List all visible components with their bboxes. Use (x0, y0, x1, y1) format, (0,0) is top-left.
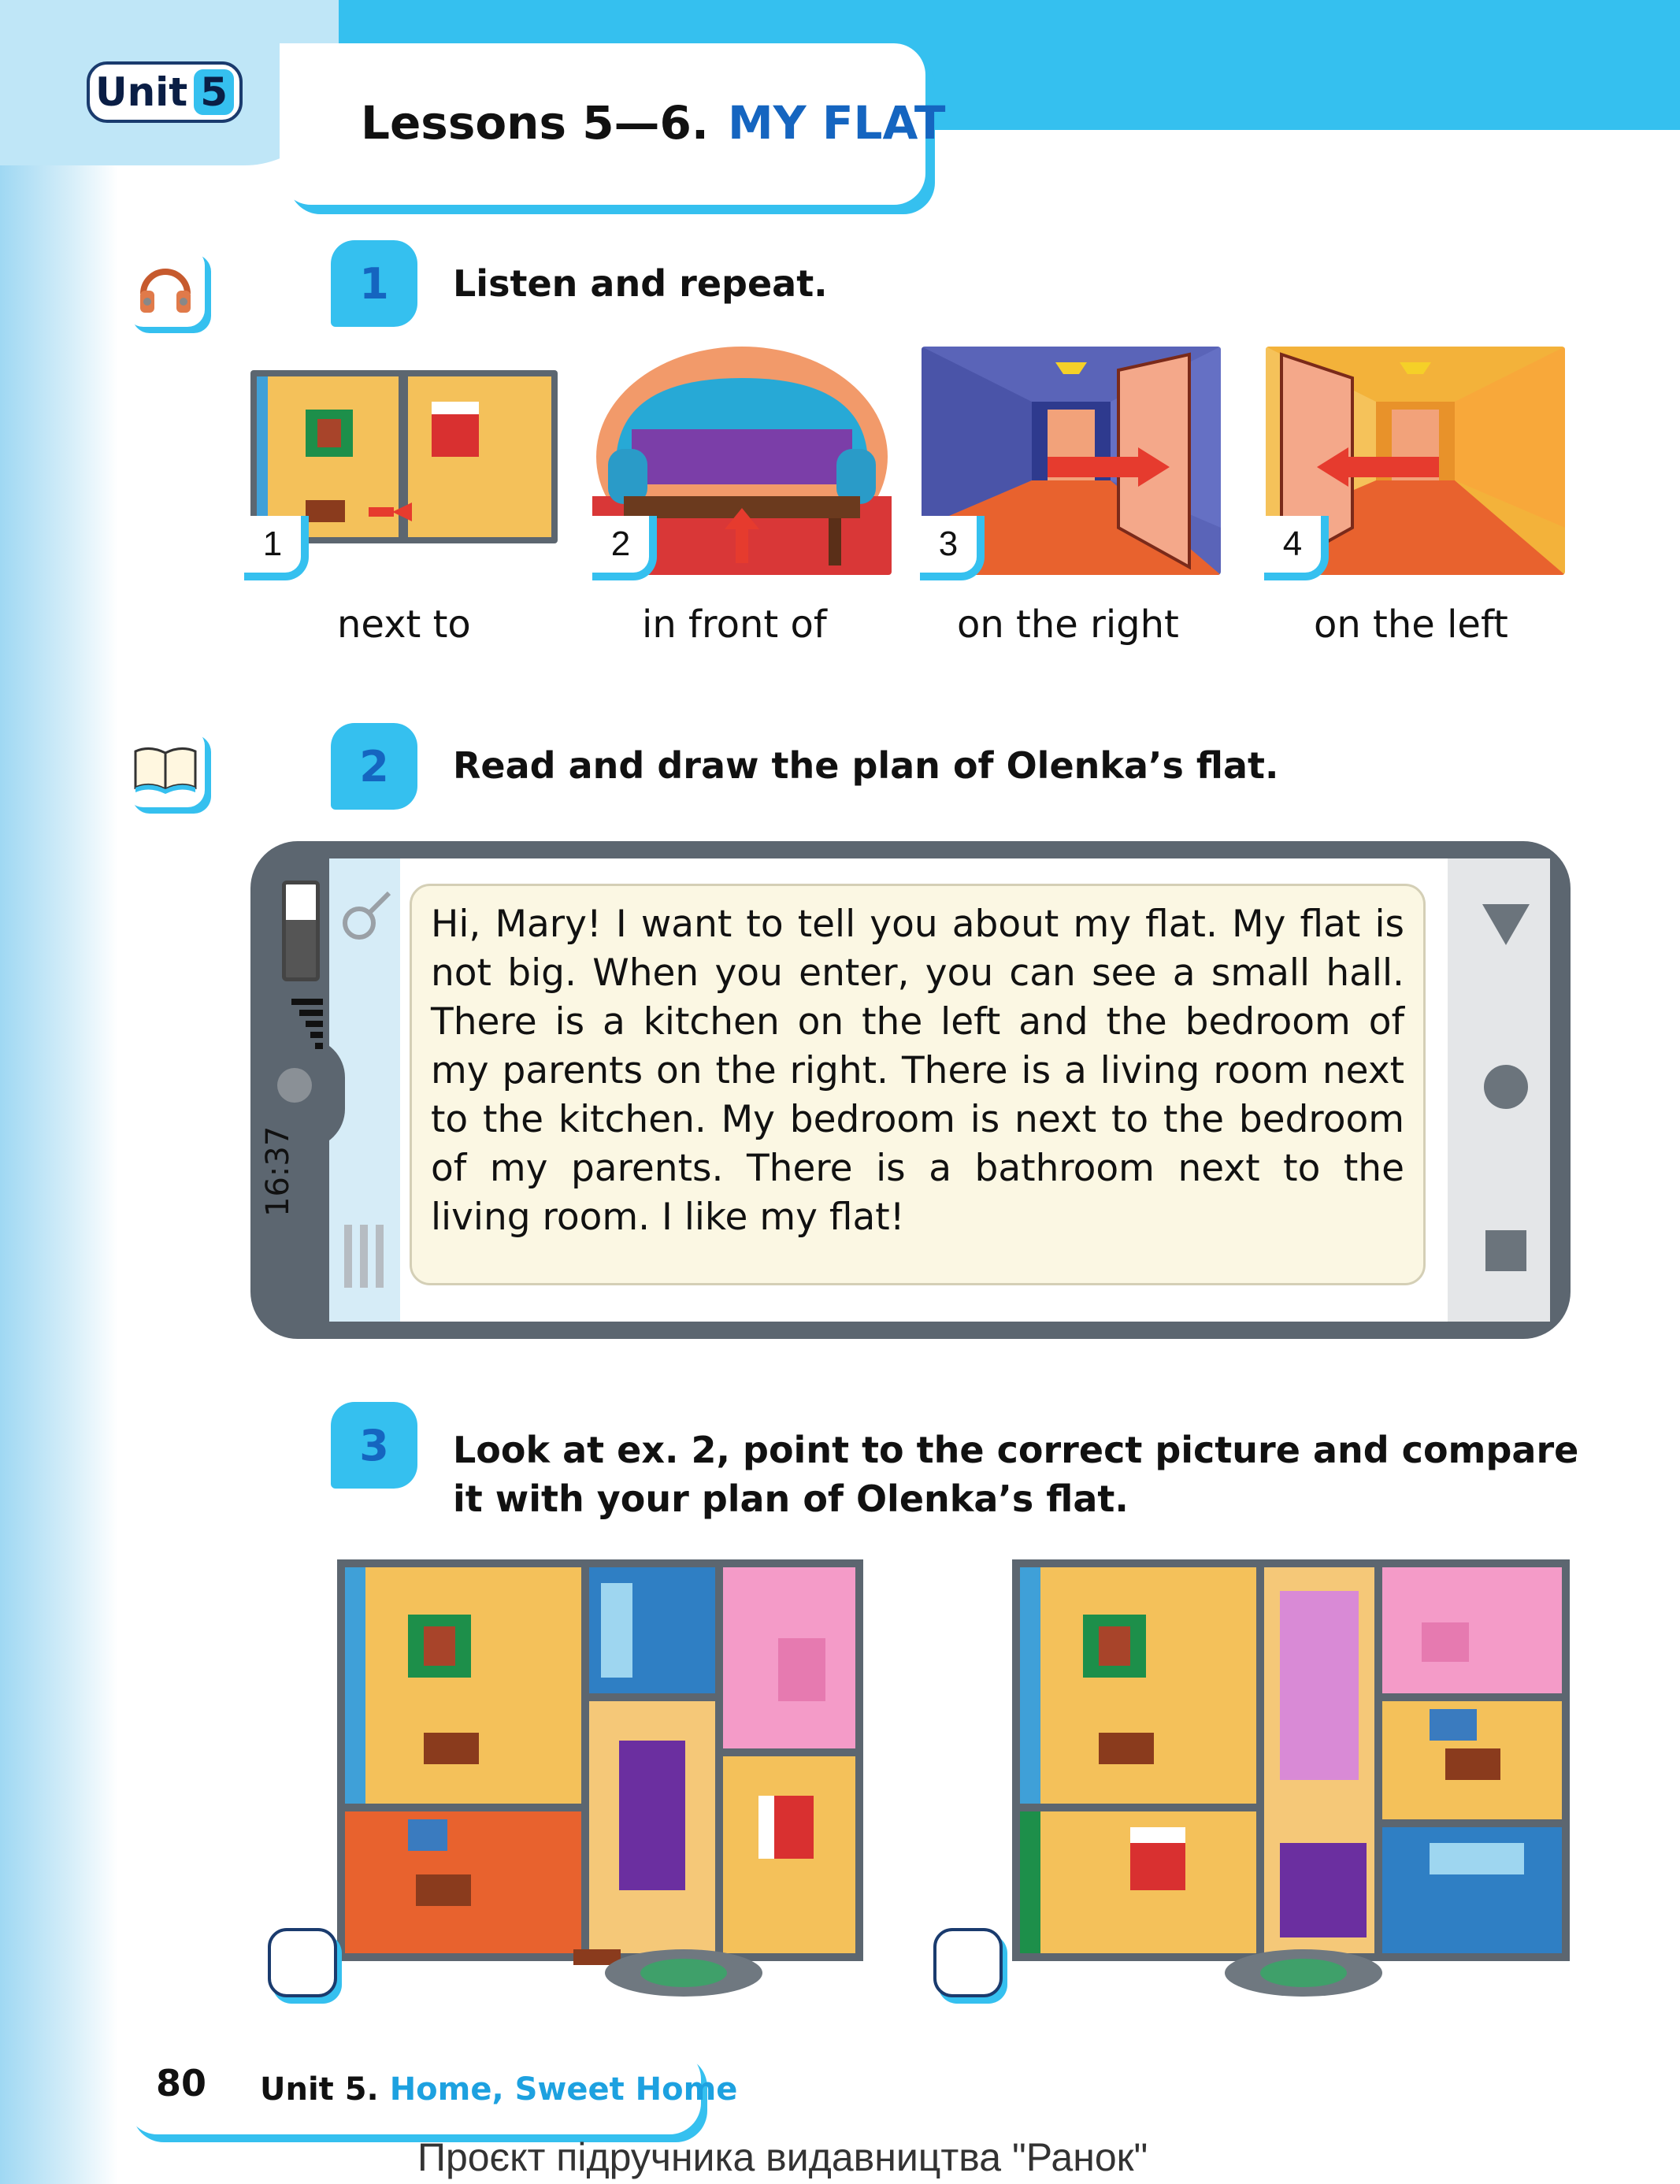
battery-icon (282, 881, 320, 981)
picture-2-number: 2 (592, 516, 657, 580)
search-icon (339, 888, 394, 944)
menu-lines-icon (343, 1225, 385, 1288)
chat-message-text: Hi, Mary! I want to tell you about my flat. My flat is not big. When you enter, you can see a small hall. There is a kitchen on the left and the bedroom of my parents on the right. There is a living room next to the kitchen. My bedroom is next to the bedroom of my parents. There is a bathroom next to the living room. I like my flat! (431, 903, 1404, 1239)
exercise-3-instruction (453, 1426, 1578, 1523)
footer-unit-title (260, 2071, 737, 2108)
unit-number: 5 (194, 69, 234, 115)
page-number: 80 (156, 2062, 207, 2104)
picture-1-number: 1 (244, 516, 309, 580)
floor-plan-b (1012, 1559, 1570, 1961)
plan-b-checkbox[interactable] (933, 1928, 1003, 1997)
lesson-title (361, 96, 945, 150)
exercise-3-instruction-line-2: it with your plan of Olenka’s flat. (453, 1478, 1129, 1520)
picture-4-number: 4 (1264, 516, 1329, 580)
exercise-1-number: 1 (331, 240, 417, 327)
phone-time: 16:37 (260, 1125, 296, 1217)
headphones-icon (126, 248, 205, 327)
footer-unit-name: Home, Sweet Home (389, 2071, 738, 2108)
camera-dot-icon (277, 1068, 312, 1103)
exercise-1-instruction: Listen and repeat. (453, 262, 828, 305)
footer-unit-label: Unit 5. (260, 2071, 379, 2108)
caption-on-the-left: on the left (1314, 603, 1508, 647)
plan-a-checkbox[interactable] (268, 1928, 337, 1997)
back-triangle-icon[interactable] (1482, 904, 1530, 948)
caption-on-the-right: on the right (957, 603, 1179, 647)
home-circle-icon[interactable] (1484, 1065, 1528, 1109)
open-book-icon (126, 729, 205, 807)
chat-message-bubble (410, 884, 1426, 1285)
left-margin-strip (0, 0, 118, 2184)
recent-square-icon[interactable] (1485, 1230, 1526, 1271)
unit-badge (87, 61, 243, 123)
picture-3-number: 3 (920, 516, 985, 580)
caption-in-front-of: in front of (642, 603, 827, 647)
exercise-3-number: 3 (331, 1402, 417, 1489)
lesson-prefix: Lessons 5—6. (361, 96, 709, 150)
exercise-2-instruction: Read and draw the plan of Olenka’s flat. (453, 744, 1279, 787)
floor-plan-a (337, 1559, 863, 1961)
publisher-note: Проєкт підручника видавництва "Ранок" (417, 2135, 1148, 2179)
caption-next-to: next to (337, 603, 471, 647)
signal-icon (291, 999, 323, 1054)
unit-word: Unit (95, 69, 188, 115)
exercise-2-number: 2 (331, 723, 417, 810)
lesson-name: MY FLAT (727, 96, 946, 150)
exercise-3-instruction-line-1: Look at ex. 2, point to the correct picture and compare (453, 1429, 1579, 1471)
